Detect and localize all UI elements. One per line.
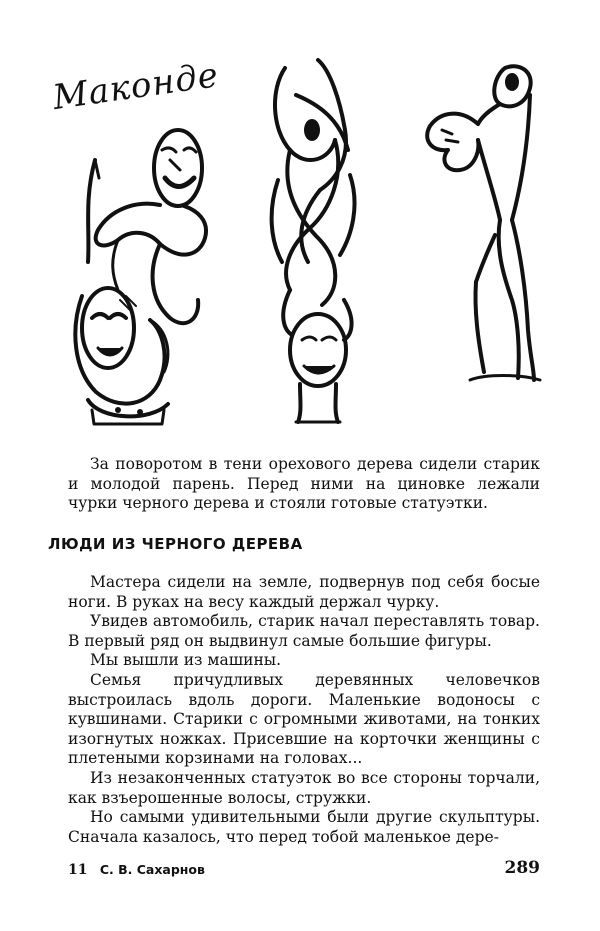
intro-paragraph-block [68,455,540,514]
intro-paragraph: За поворотом в тени орехового дерева сидели старик и молодой парень. Перед ними на циновке лежали чурки черного дерева и стояли готовые статуэтки. [68,455,540,513]
makonde-sculptures-illustration [0,0,600,440]
left-sculpture [75,130,206,424]
paragraph: Мы вышли из машины. [90,651,282,670]
printer-signature [68,862,205,878]
handwritten-caption: Маконде [50,55,222,118]
paragraph: Из незаконченных статуэток во все стороны торчали, как взъерошенные волосы, стружки. [68,768,540,807]
section-heading: ЛЮДИ ИЗ ЧЕРНОГО ДЕРЕВА [48,535,303,553]
paragraph: Семья причудливых деревянных человечков выстроилась вдоль дороги. Маленькие водоносы с кувшинами. Старики с огромными животами, на тонких изогнутых ножках. Присевшие на корточки женщины с плетеными корзинами на головах... [68,670,540,768]
page-footer [68,858,540,880]
paragraph: Увидев автомобиль, старик начал переставлять товар. В первый ряд он выдвинул самые большие фигуры. [68,612,540,650]
body-text [68,573,540,847]
paragraph: Но самыми удивительными были другие скульптуры. Сначала казалось, что перед тобой маленькое дере- [68,808,540,846]
right-sculpture [427,66,540,380]
page-number: 289 [504,858,540,878]
paragraph: Мастера сидели на земле, подвернув под себя босые ноги. В руках на весу каждый держал чурку. [68,573,540,611]
signature-author: С. В. Сахарнов [99,862,205,877]
signature-number: 11 [68,862,88,878]
middle-sculpture [272,60,355,422]
